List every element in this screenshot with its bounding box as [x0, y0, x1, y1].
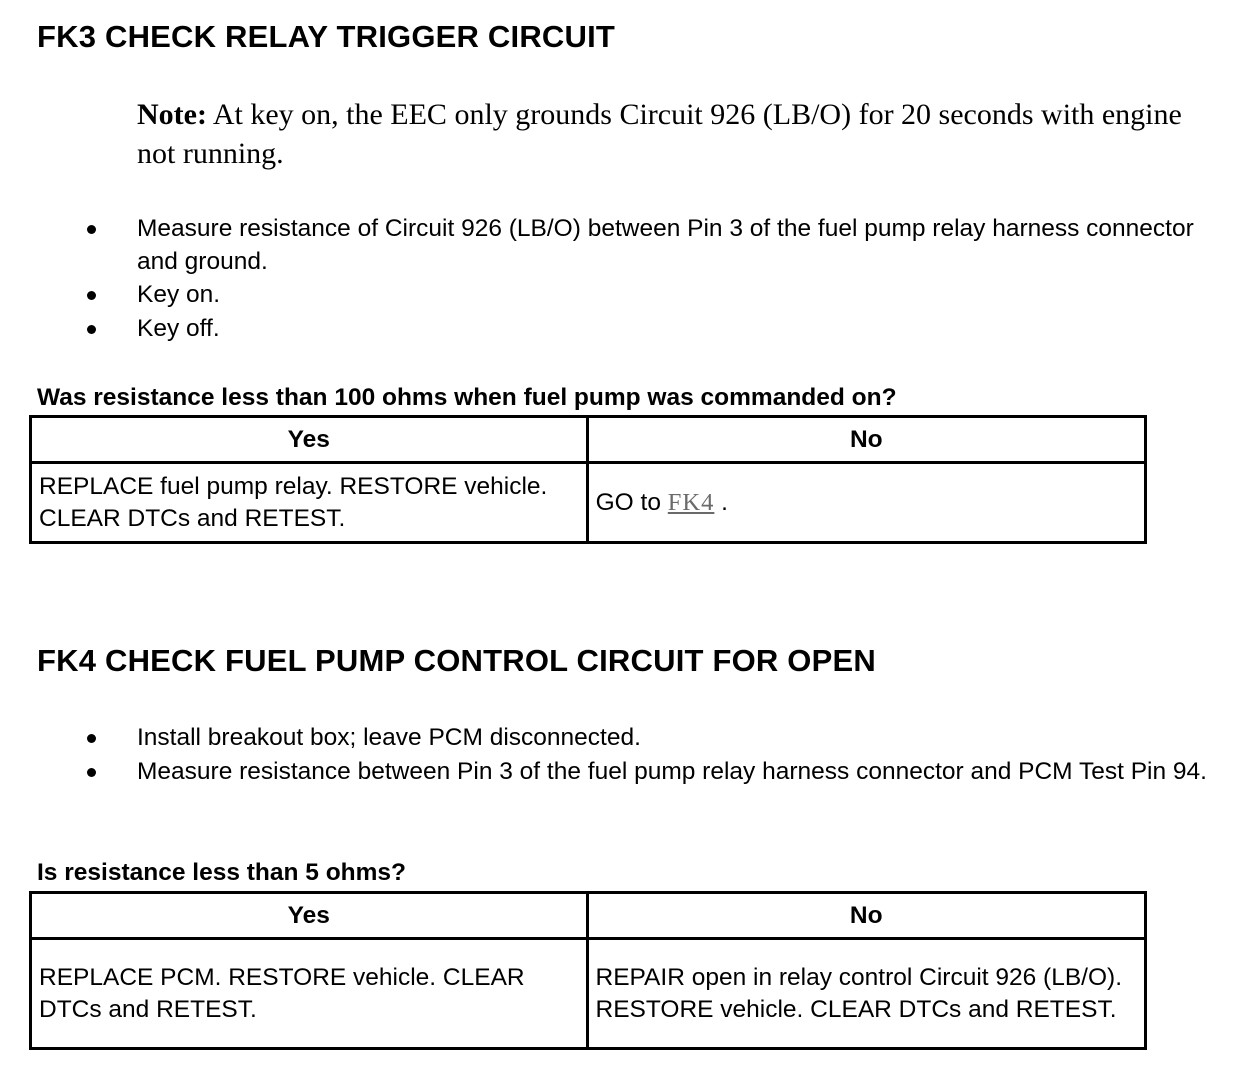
- fk4-decision-table: [29, 891, 1147, 1050]
- no-action-suffix: .: [714, 488, 728, 516]
- fk3-heading: FK3 CHECK RELAY TRIGGER CIRCUIT: [37, 19, 616, 54]
- fk4-step-item: [0, 722, 1212, 755]
- fk4-step-list: [0, 722, 1212, 789]
- step-text: Key on.: [137, 281, 221, 308]
- table-row: [31, 463, 1146, 543]
- yes-action-cell: REPLACE PCM. RESTORE vehicle. CLEAR DTCs and RETEST.: [31, 939, 588, 1049]
- step-text: Measure resistance of Circuit 926 (LB/O) between Pin 3 of the fuel pump relay harness connector and ground.: [137, 215, 1194, 275]
- bullet-icon: [87, 325, 96, 334]
- yes-action-cell: REPLACE fuel pump relay. RESTORE vehicle. CLEAR DTCs and RETEST.: [31, 463, 588, 543]
- bullet-icon: [87, 291, 96, 300]
- yes-header: Yes: [31, 417, 588, 463]
- no-header: No: [587, 417, 1145, 463]
- yes-header: Yes: [31, 893, 588, 939]
- no-header: No: [587, 893, 1146, 939]
- table-header-row: [31, 417, 1146, 463]
- fk4-step-item: [0, 756, 1212, 789]
- fk3-question: Was resistance less than 100 ohms when fuel pump was commanded on?: [37, 384, 897, 411]
- fk3-step-list: [0, 213, 1212, 346]
- bullet-icon: [87, 734, 96, 743]
- note-text: At key on, the EEC only grounds Circuit 926 (LB/O) for 20 seconds with engine not running.: [137, 98, 1182, 170]
- step-text: Key off.: [137, 314, 220, 342]
- step-text: Install breakout box; leave PCM disconnected.: [137, 724, 641, 751]
- no-action-cell: REPAIR open in relay control Circuit 926 (LB/O). RESTORE vehicle. CLEAR DTCs and RETEST.: [587, 939, 1146, 1049]
- fk3-step-item: [0, 313, 1212, 346]
- fk4-heading: FK4 CHECK FUEL PUMP CONTROL CIRCUIT FOR OPEN: [37, 643, 876, 678]
- table-header-row: [31, 893, 1146, 939]
- bullet-icon: [87, 768, 96, 777]
- no-action-prefix: GO to: [595, 488, 668, 516]
- step-text: Measure resistance between Pin 3 of the fuel pump relay harness connector and PCM Test Pin 94.: [137, 757, 1207, 785]
- fk4-link[interactable]: FK4: [667, 488, 715, 516]
- fk3-decision-table: [29, 415, 1147, 544]
- table-row: [31, 939, 1146, 1049]
- fk3-note: [137, 95, 1217, 173]
- fk4-question: Is resistance less than 5 ohms?: [37, 859, 407, 886]
- fk3-step-item: [0, 213, 1212, 278]
- bullet-icon: [87, 225, 96, 234]
- fk3-step-item: [0, 279, 1212, 312]
- note-label: Note:: [137, 98, 207, 131]
- no-action-cell: [587, 463, 1145, 543]
